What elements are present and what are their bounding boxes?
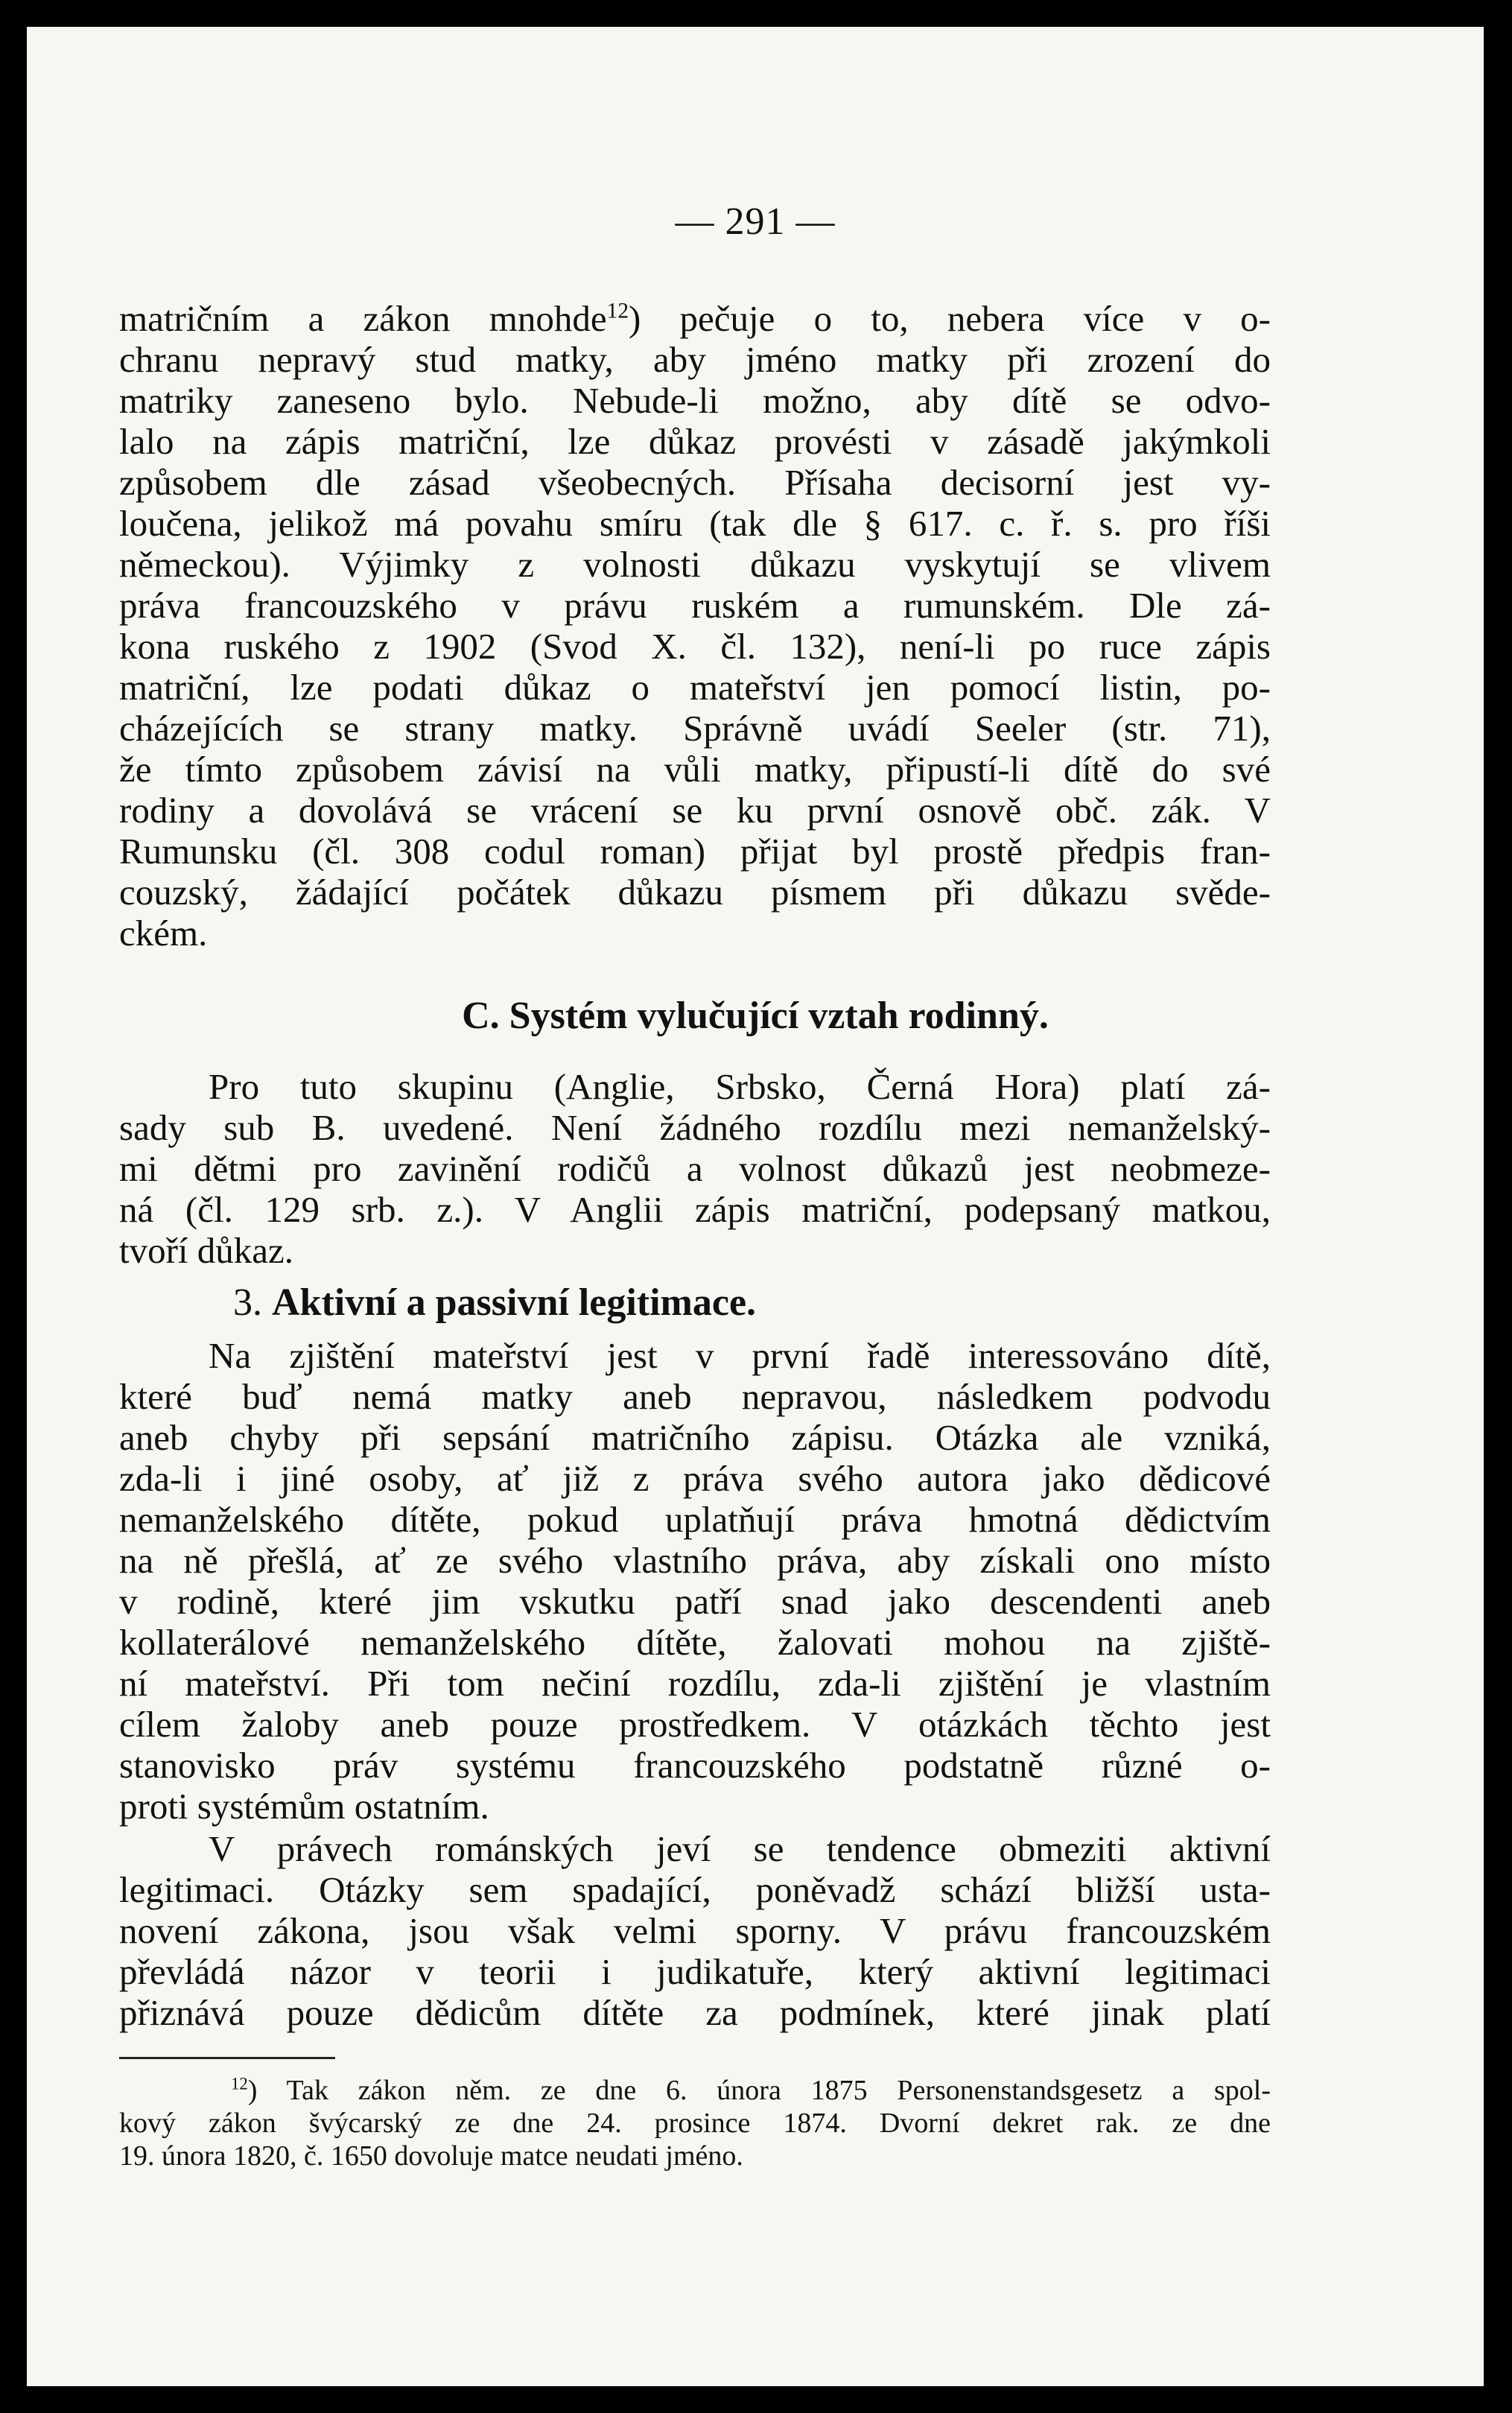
text-line: proti systémům ostatním.	[119, 1786, 489, 1827]
text-line: které buď nemá matky aneb nepravou, následkem podvodu	[119, 1376, 1271, 1417]
section-title: Aktivní a passivní legitimace.	[272, 1281, 757, 1324]
text-line: kona ruského z 1902 (Svod X. čl. 132), není-li po ruce zápis	[119, 626, 1271, 667]
text-line: V právech románských jeví se tendence obmeziti aktivní	[209, 1828, 1271, 1869]
footnote-line	[119, 2074, 1271, 2107]
section-heading-c: C. Systém vylučující vztah rodinný.	[462, 995, 1049, 1037]
section-number: 3.	[233, 1281, 262, 1324]
text-line: ná (čl. 129 srb. z.). V Anglii zápis matriční, podepsaný matkou,	[119, 1189, 1271, 1230]
text-line: přiznává pouze dědicům dítěte za podmínek, které jinak platí	[119, 1992, 1271, 2033]
text-line: převládá názor v teorii i judikatuře, který aktivní legitimaci	[119, 1951, 1271, 1992]
paragraph-4	[119, 1828, 1271, 2033]
paragraph-2	[119, 1066, 1271, 1271]
text-line: na ně přešlá, ať ze svého vlastního práva, aby získali ono místo	[119, 1540, 1271, 1581]
text-line: Na zjištění mateřství jest v první řadě interessováno dítě,	[209, 1335, 1271, 1376]
footnote-text: ) Tak zákon něm. ze dne 6. února 1875 Personenstandsgesetz a spol-	[247, 2075, 1271, 2106]
footnote-separator	[119, 2057, 335, 2059]
text-line	[119, 298, 1271, 339]
footnote-line: kový zákon švýcarský ze dne 24. prosince 1874. Dvorní dekret rak. ze dne	[119, 2108, 1271, 2139]
text-line: práva francouzského v právu ruském a rumunském. Dle zá-	[119, 585, 1271, 626]
footnote-reference: 12	[606, 299, 629, 323]
text-line: Rumunsku (čl. 308 codul roman) přijat byl prostě předpis fran-	[119, 831, 1271, 872]
text-line: novení zákona, jsou však velmi sporny. V právu francouzském	[119, 1910, 1271, 1951]
text-line: sady sub B. uvedené. Není žádného rozdílu mezi nemanželský-	[119, 1107, 1271, 1148]
text-line: chranu nepravý stud matky, aby jméno matky při zrození do	[119, 339, 1271, 380]
text-line: stanovisko práv systému francouzského podstatně různé o-	[119, 1745, 1271, 1786]
text-line: matriční, lze podati důkaz o mateřství jen pomocí listin, po-	[119, 667, 1271, 708]
paragraph-1	[119, 298, 1271, 954]
page-number: — 291 —	[675, 200, 836, 243]
text-segment: ) pečuje o to, nebera více v o-	[629, 298, 1271, 339]
footnote-number: 12	[231, 2074, 248, 2093]
text-line: couzský, žádající počátek důkazu písmem při důkazu svěde-	[119, 872, 1271, 913]
text-line: ní mateřství. Při tom nečiní rozdílu, zda-li zjištění je vlastním	[119, 1663, 1271, 1704]
text-line: aneb chyby při sepsání matričního zápisu. Otázka ale vzniká,	[119, 1417, 1271, 1458]
text-line: loučena, jelikož má povahu smíru (tak dle § 617. c. ř. s. pro říši	[119, 503, 1271, 544]
text-line: v rodině, které jim vskutku patří snad jako descendenti aneb	[119, 1581, 1271, 1622]
text-line: kollaterálové nemanželského dítěte, žalovati mohou na zjiště-	[119, 1622, 1271, 1663]
text-line: cílem žaloby aneb pouze prostředkem. V otázkách těchto jest	[119, 1704, 1271, 1745]
text-line: způsobem dle zásad všeobecných. Přísaha decisorní jest vy-	[119, 462, 1271, 503]
text-line: zda-li i jiné osoby, ať již z práva svého autora jako dědicové	[119, 1458, 1271, 1499]
text-line: německou). Výjimky z volnosti důkazu vyskytují se vlivem	[119, 544, 1271, 585]
footnotes	[119, 2074, 1271, 2172]
text-line: cházejících se strany matky. Správně uvádí Seeler (str. 71),	[119, 708, 1271, 749]
text-line: rodiny a dovolává se vrácení se ku první osnově obč. zák. V	[119, 790, 1271, 831]
footnote-line: 19. února 1820, č. 1650 dovoluje matce neudati jméno.	[119, 2140, 743, 2172]
text-line: ckém.	[119, 913, 208, 954]
text-line: lalo na zápis matriční, lze důkaz provésti v zásadě jakýmkoli	[119, 421, 1271, 462]
text-line: matriky zaneseno bylo. Nebude-li možno, aby dítě se odvo-	[119, 380, 1271, 421]
text-segment: matričním a zákon mnohde	[119, 298, 607, 339]
text-line: tvoří důkaz.	[119, 1230, 294, 1271]
text-line: nemanželského dítěte, pokud uplatňují práva hmotná dědictvím	[119, 1499, 1271, 1540]
text-line: legitimaci. Otázky sem spadající, poněvadž schází bližší usta-	[119, 1869, 1271, 1910]
section-heading-3	[233, 1281, 756, 1325]
text-line: mi dětmi pro zavinění rodičů a volnost důkazů jest neobmeze-	[119, 1148, 1271, 1189]
paragraph-3	[119, 1335, 1271, 1827]
document-page	[27, 27, 1484, 2386]
text-line: Pro tuto skupinu (Anglie, Srbsko, Černá Hora) platí zá-	[209, 1066, 1271, 1107]
text-line: že tímto způsobem závisí na vůli matky, připustí-li dítě do své	[119, 749, 1271, 790]
